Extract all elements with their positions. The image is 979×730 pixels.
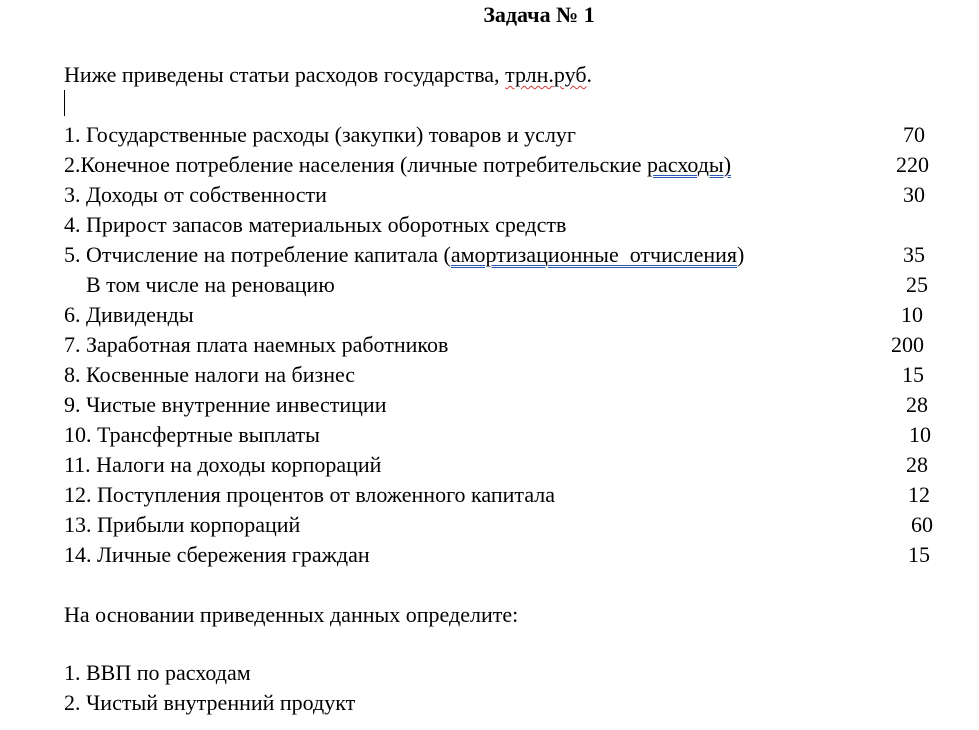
item-12-value: 12: [908, 482, 930, 507]
intro-end: .: [586, 62, 593, 87]
text-cursor: [64, 90, 65, 116]
unit-text: трлн.руб: [505, 62, 587, 87]
item-5-label-post: ): [737, 242, 745, 267]
item-12-label: 12. Поступления процентов от вложенного капитала: [64, 482, 556, 507]
item-5-label-pre: 5. Отчисление на потребление капитала (: [64, 242, 451, 267]
item-3-label: 3. Доходы от собственности: [64, 182, 327, 207]
intro-line: [64, 62, 592, 88]
item-14-label: 14. Личные сбережения граждан: [64, 542, 370, 567]
item-4-label: 4. Прирост запасов материальных оборотных средств: [64, 212, 567, 237]
question-1: 1. ВВП по расходам: [64, 660, 251, 685]
item-14-value: 15: [908, 542, 930, 567]
item-8-label: 8. Косвенные налоги на бизнес: [64, 362, 356, 387]
item-5a-value: 25: [906, 272, 928, 297]
item-10-label: 10. Трансфертные выплаты: [64, 422, 320, 447]
item-9-label: 9. Чистые внутренние инвестиции: [64, 392, 387, 417]
item-2-label: [64, 152, 731, 178]
item-13-value: 60: [911, 512, 933, 537]
item-1-label: 1. Государственные расходы (закупки) товаров и услуг: [64, 122, 576, 147]
item-11-value: 28: [906, 452, 928, 477]
item-7-value: 200: [891, 332, 924, 357]
document-title: Задача № 1: [483, 2, 595, 27]
item-5-label-mark: амортизационные отчисления: [450, 242, 738, 267]
item-5-value: 35: [903, 242, 925, 267]
item-2-label-pre: 2.Конечное потребление населения (личные потребительские: [64, 152, 647, 177]
question-2: 2. Чистый внутренний продукт: [64, 690, 356, 715]
item-3-value: 30: [903, 182, 925, 207]
item-2-label-mark: расходы): [646, 152, 732, 177]
task-heading: На основании приведенных данных определите:: [64, 602, 519, 627]
item-13-label: 13. Прибыли корпораций: [64, 512, 301, 537]
item-6-label: 6. Дивиденды: [64, 302, 194, 327]
item-2-value: 220: [896, 152, 929, 177]
item-1-value: 70: [903, 122, 925, 147]
item-6-value: 10: [901, 302, 923, 327]
item-10-value: 10: [909, 422, 931, 447]
item-7-label: 7. Заработная плата наемных работников: [64, 332, 449, 357]
item-9-value: 28: [906, 392, 928, 417]
item-5a-label: В том числе на реновацию: [64, 272, 335, 297]
item-5-label: [64, 242, 744, 268]
item-8-value: 15: [902, 362, 924, 387]
item-11-label: 11. Налоги на доходы корпораций: [64, 452, 382, 477]
intro-text: Ниже приведены статьи расходов государства,: [64, 62, 506, 87]
